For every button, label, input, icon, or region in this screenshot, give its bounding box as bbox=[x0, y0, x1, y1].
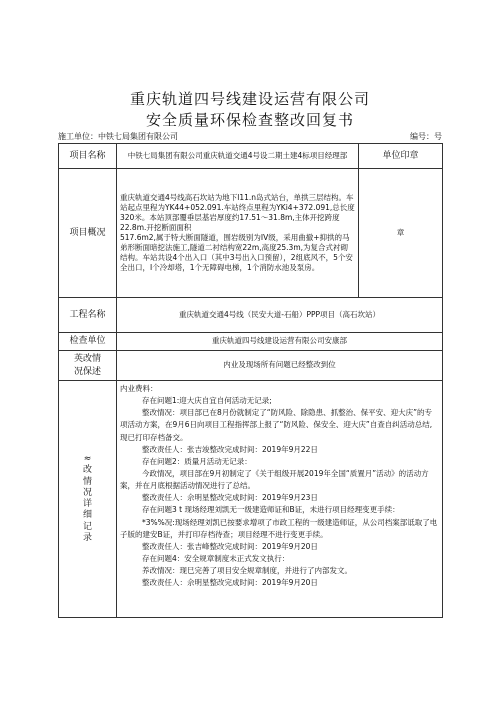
project-name-label: 项目名称 bbox=[59, 144, 117, 169]
project-name-value: 中铁七局集团有限公司重庆轨道交通4号设二期土建4标项目经理部 bbox=[117, 144, 359, 169]
row-rectify-summary bbox=[59, 351, 443, 381]
row-project-name bbox=[59, 144, 443, 169]
inspection-value: 重庆轨道四号线建设运营有限公司安康部 bbox=[117, 333, 443, 351]
record-line: 整改责任人：张吉峰整改完成时间：2019年9月20日 bbox=[142, 541, 318, 551]
overview-label: 项目概况 bbox=[59, 169, 117, 298]
record-line: 整改情况：项目部已在8月份就制定了“防风险、除隐患、抓整治、保平安、迎大庆”的专项活动方案，在9月6日向项目工程指挥部上报了“防风险、保安全、迎大庆”自查自纠活动总结,现已打印存档备交。 bbox=[120, 408, 433, 442]
construction-unit: 施工单位：中铁七局集团有限公司 bbox=[58, 132, 178, 141]
record-line: 存在问题1:迎大庆自宜自何活动无记录; bbox=[142, 396, 272, 406]
record-line: *3%%况:现场经理刘凯已按要求增项了市政工程的一级建造师证，从公司档案部诋取了电子版的建安B证，并打印存档待查；项目经理不进行变更手续。 bbox=[120, 517, 438, 539]
rectify-summary-value: 内业及现场所有问题已经整改到位 bbox=[117, 351, 443, 381]
document-title: 重庆轨道四号线建设运营有限公司 bbox=[129, 90, 370, 108]
record-line: 今政情况，项目部在9月初制定了《关于组级开展2019年全国“质置月”活动》的活动方案，并在月底根据活动情况进行了总结。 bbox=[120, 468, 429, 491]
record-line: 养改情况：现巳完善了项目安全规章制度，并进行了内部发文。 bbox=[142, 566, 352, 576]
overview-text bbox=[117, 169, 359, 298]
row-rectify-detail bbox=[59, 381, 443, 618]
record-line: 存在问题2：质量月活动无记录： bbox=[142, 456, 252, 466]
row-inspection bbox=[59, 333, 443, 351]
record-line: 内业费料： bbox=[120, 384, 158, 393]
record-line: 整改责任人：佘明星整改完成时间：2019年9月20日 bbox=[142, 578, 318, 588]
overview-paragraph: 重庆轨道交通4号线高石坎站为地下l11.n岛式站台，单拱三层结构。车站起点里程为YK44+052.091.车站终点里程为YKi4+372.091,总长度320米。本站顶部覆垂层基岩厚度约17.51～31.8m,主体开挖跨度22.8m.开挖断面面积 bbox=[120, 192, 355, 232]
engineering-name-value: 重庆轨道交通4号线（民安大道-石船）PPP项目（高石坎站） bbox=[117, 298, 443, 333]
record-line: 存在问题3 t 现场经理刘凯无一级建造师证和B证，未进行项目经理变更手续： bbox=[142, 505, 400, 515]
document-subtitle: 安全质量环保检查整改回复书 bbox=[145, 111, 354, 129]
record-label-cell bbox=[59, 381, 117, 618]
record-line: 整改责任人：佘明星整改完成时间：2019年9月23日 bbox=[142, 493, 318, 503]
rectification-form bbox=[58, 143, 443, 618]
meta-row bbox=[58, 131, 442, 143]
record-line: 整改责任人：张吉竣整改完成时间：2019年9月22日 bbox=[142, 444, 318, 454]
seal-value: 章 bbox=[359, 169, 443, 298]
record-label: ≈改情况详细记录 bbox=[82, 454, 92, 543]
rectify-summary-label bbox=[59, 351, 117, 381]
overview-paragraph: 517.6m2,属于特大断面隧道，围岩级别为IV级，采用曲撤+抑拱的马弟形断面暗挖法施工,隧道二衬结构宽22m,高度25.3m,为复合式衬砌结构。车站共设4个出入口（其中3号出入口预留），2组底风不，5个安全出口，I个冷却塔，1个无障碍电梯，1个消防水池及泵房。 bbox=[120, 233, 353, 273]
seal-label: 单位印章 bbox=[359, 144, 443, 169]
row-overview bbox=[59, 169, 443, 298]
row-engineering-name bbox=[59, 298, 443, 333]
rectify-summary-label-text: 英改情况保述 bbox=[73, 354, 101, 377]
document-number: 编号：号 bbox=[410, 132, 442, 141]
engineering-name-label: 工程名称 bbox=[59, 298, 117, 333]
record-line: 存在问题4：安全规章制度未正式发文执行： bbox=[142, 553, 290, 563]
inspection-label: 检查单位 bbox=[59, 333, 117, 351]
record-content bbox=[117, 381, 443, 618]
